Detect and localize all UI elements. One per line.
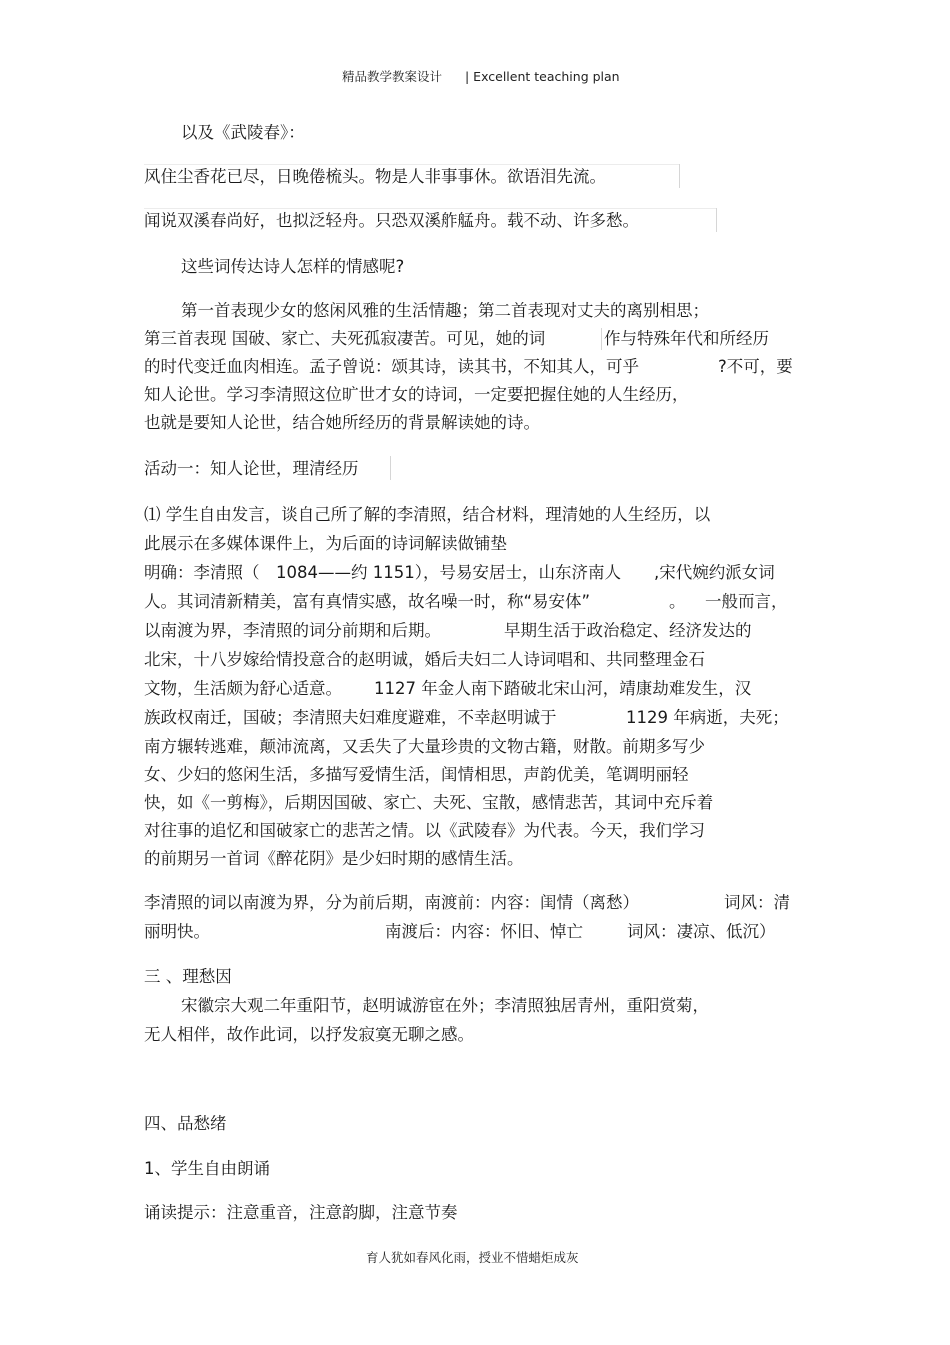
poem-box-edge-1	[679, 164, 680, 188]
intro-wulingchun: 以及《武陵春》：	[181, 123, 305, 142]
text-marker-bar	[390, 456, 391, 480]
section-three-heading: 三 、理愁因	[144, 967, 232, 986]
para-line: ,宋代婉约派女词	[654, 563, 775, 582]
para-line: 的前期另一首词《醉花阴》是少妇时期的感情生活。	[144, 849, 524, 868]
poem-line-1: 风住尘香花已尽，日晚倦梳头。物是人非事事休。欲语泪先流。	[144, 167, 606, 186]
summary-line: 词风：凄凉、低沉）	[627, 922, 776, 941]
para-line: 1129 年病逝，夫死；	[626, 708, 789, 727]
summary-line: 李清照的词以南渡为界，分为前后期，南渡前：内容：闺情（离愁）	[144, 893, 639, 912]
poem-box-edge-2	[716, 208, 717, 232]
section-four-heading: 四、品愁绪	[144, 1114, 227, 1133]
para-line: 无人相伴，故作此词，以抒发寂寞无聊之感。	[144, 1025, 474, 1044]
header-title-en: | Excellent teaching plan	[465, 69, 620, 84]
para-line: 宋徽宗大观二年重阳节，赵明诚游宦在外；李清照独居青州，重阳赏菊，	[181, 996, 709, 1015]
para-line: ⑴ 学生自由发言，谈自己所了解的李清照，结合材料，理清她的人生经历，以	[144, 505, 711, 524]
footer-motto: 育人犹如春风化雨，授业不惜蜡炬成灰	[366, 1250, 579, 1265]
para-line: 作与特殊年代和所经历	[604, 329, 769, 348]
question-emotion: 这些词传达诗人怎样的情感呢?	[181, 257, 405, 276]
para-line: 知人论世。学习李清照这位旷世才女的诗词，一定要把握住她的人生经历，	[144, 385, 689, 404]
poem-line-2: 闻说双溪春尚好，也拟泛轻舟。只恐双溪舴艋舟。载不动、许多愁。	[144, 211, 639, 230]
para-line: 南方辗转逃难，颠沛流离，又丢失了大量珍贵的文物古籍，财散。前期多写少	[144, 737, 705, 756]
para-line: 第一首表现少女的悠闲风雅的生活情趣；第二首表现对丈夫的离别相思；	[181, 301, 709, 320]
activity-one-heading: 活动一：知人论世，理清经历	[144, 459, 359, 478]
para-line: 女、少妇的悠闲生活，多描写爱情生活，闺情相思，声韵优美，笔调明丽轻	[144, 765, 689, 784]
para-line: 1084——约 1151），号易安居士，山东济南人	[276, 563, 621, 582]
para-line: 快，如《一剪梅》，后期因国破、家亡、夫死、宝散，感情悲苦，其词中充斥着	[144, 793, 714, 812]
para-line: 。	[669, 592, 686, 611]
para-line: 1127 年金人南下踏破北宋山河，靖康劫难发生，汉	[374, 679, 752, 698]
text-marker-bar	[601, 328, 602, 350]
para-line: 对往事的追忆和国破家亡的悲苦之情。以《武陵春》为代表。今天，我们学习	[144, 821, 705, 840]
para-line: 也就是要知人论世，结合她所经历的背景解读她的诗。	[144, 413, 540, 432]
para-line: 第三首表现 国破、家亡、夫死孤寂凄苦。可见，她的词	[144, 329, 546, 348]
header-title-cn: 精品教学教案设计	[342, 69, 443, 84]
para-line: 人。其词清新精美，富有真情实感，故名噪一时，称“易安体”	[144, 592, 591, 611]
summary-line: 南渡后：内容：怀旧、悼亡	[385, 922, 583, 941]
poem-box-top-2	[144, 208, 716, 209]
reading-tips: 诵读提示：注意重音，注意韵脚，注意节奏	[144, 1203, 458, 1222]
para-line: 以南渡为界，李清照的词分前期和后期。	[144, 621, 441, 640]
para-line: 族政权南迁，国破；李清照夫妇难度避难，不幸赵明诚于	[144, 708, 557, 727]
para-line: 此展示在多媒体课件上，为后面的诗词解读做铺垫	[144, 534, 507, 553]
summary-line: 词风：清	[724, 893, 790, 912]
summary-line: 丽明快。	[144, 922, 210, 941]
para-line: 一般而言，	[705, 592, 788, 611]
para-line: 的时代变迁血肉相连。孟子曾说：颂其诗，读其书，不知其人，可乎	[144, 357, 639, 376]
para-line: 明确：李清照（	[144, 563, 260, 582]
para-line: 北宋，十八岁嫁给情投意合的赵明诚，婚后夫妇二人诗词唱和、共同整理金石	[144, 650, 705, 669]
step-one-heading: 1、学生自由朗诵	[144, 1159, 270, 1178]
poem-box-top-1	[144, 164, 679, 165]
para-line: ?不可，要	[718, 357, 793, 376]
para-line: 早期生活于政治稳定、经济发达的	[504, 621, 752, 640]
para-line: 文物，生活颇为舒心适意。	[144, 679, 342, 698]
